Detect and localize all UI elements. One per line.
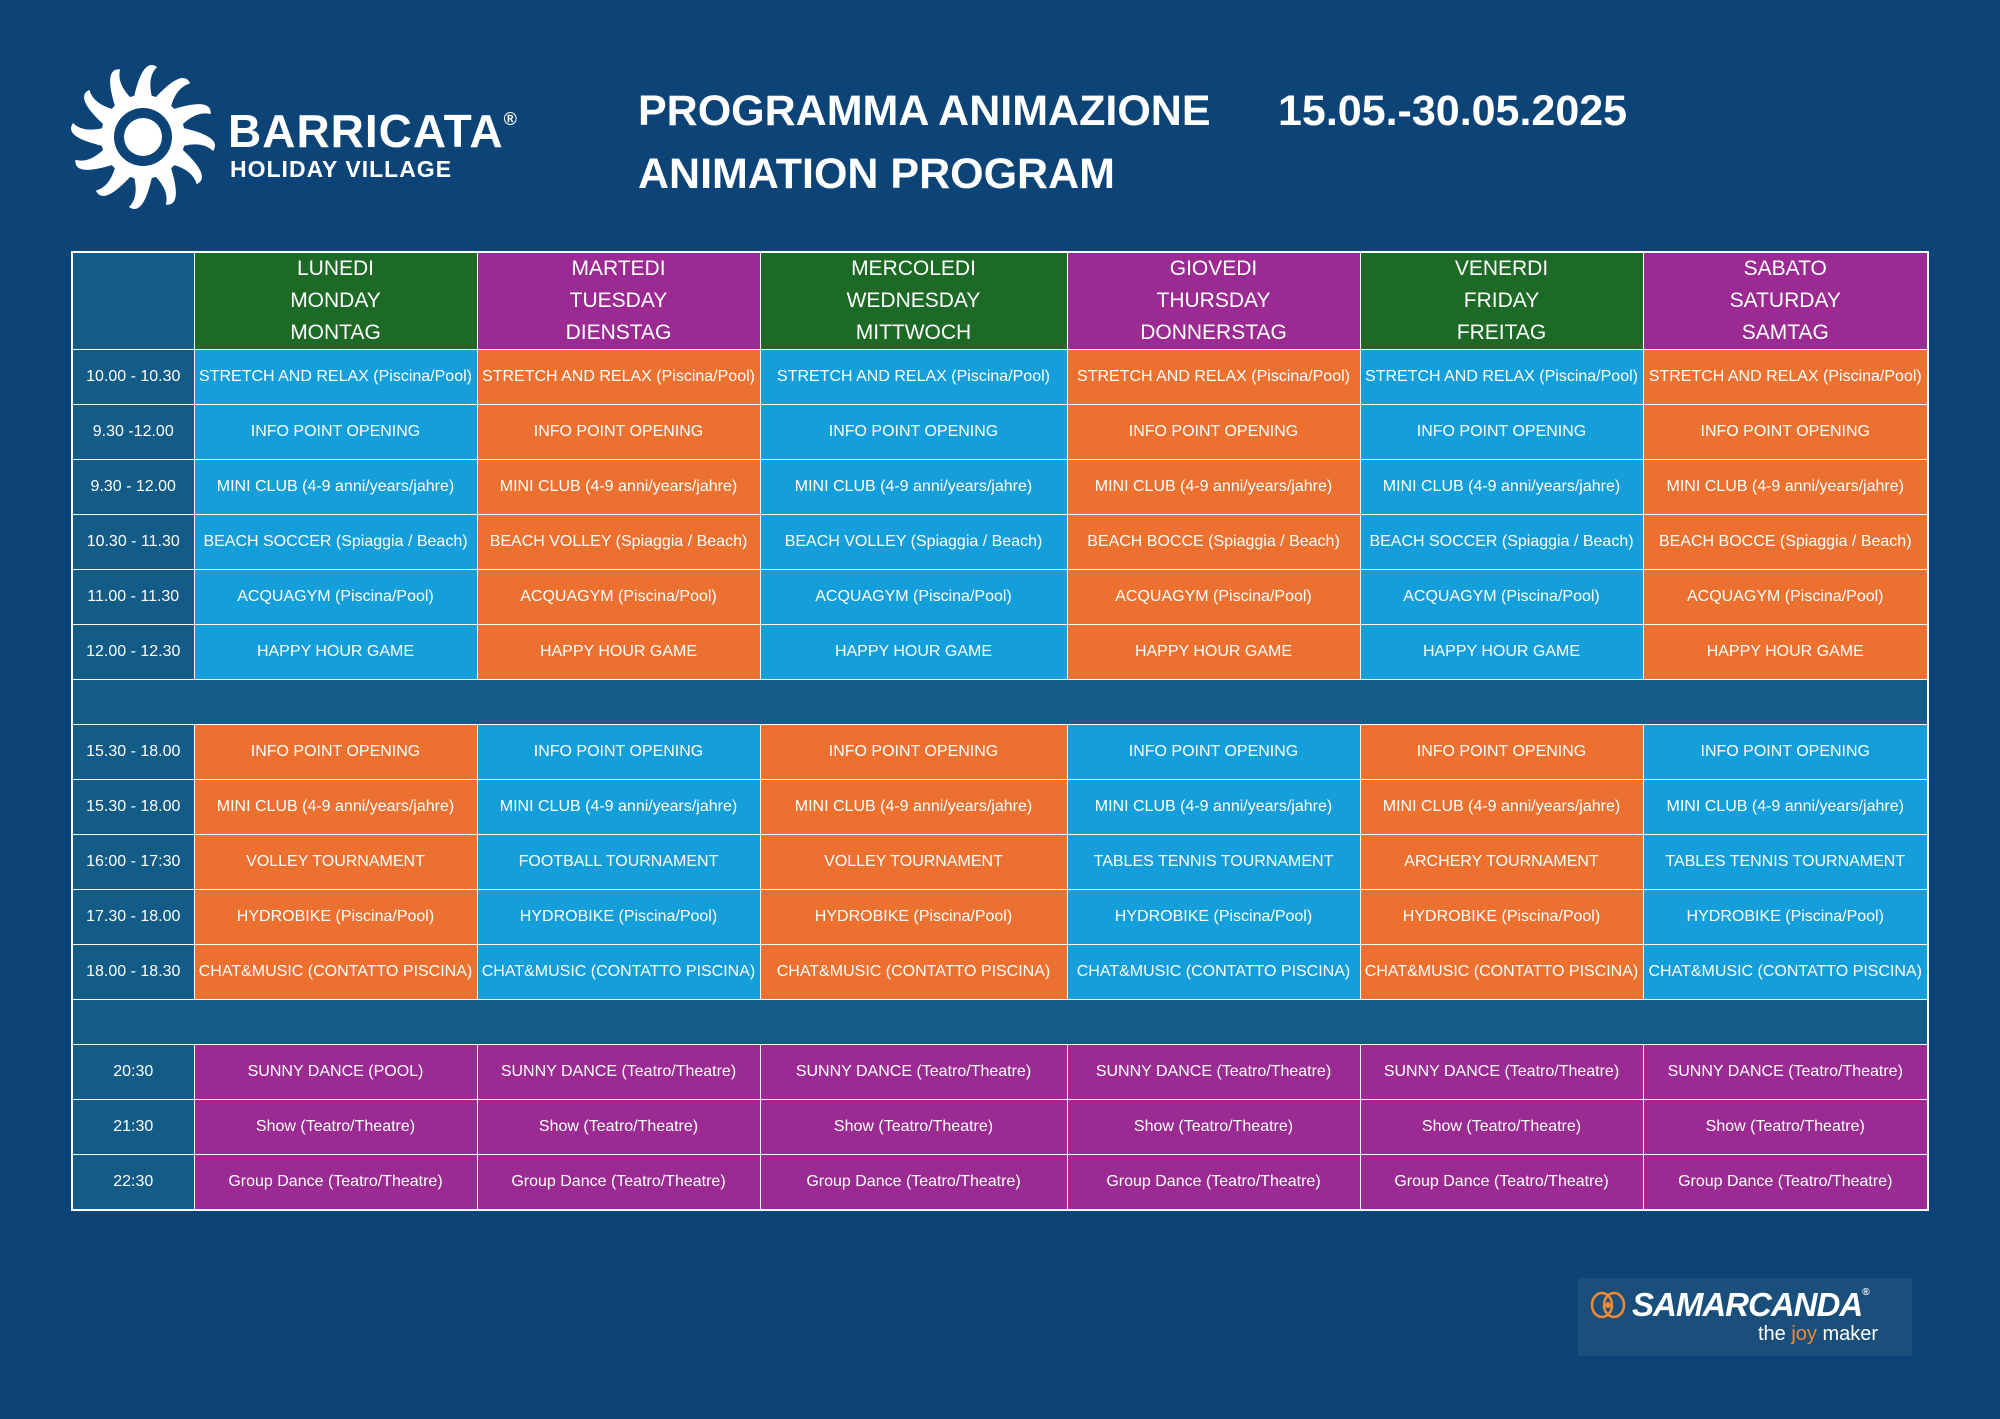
activity-cell: MINI CLUB (4-9 anni/years/jahre)	[760, 460, 1067, 515]
time-cell: 10.00 - 10.30	[72, 350, 194, 405]
page-heading	[638, 87, 1628, 198]
activity-cell: STRETCH AND RELAX (Piscina/Pool)	[477, 350, 760, 405]
activity-cell: MINI CLUB (4-9 anni/years/jahre)	[760, 780, 1067, 835]
table-row	[72, 460, 1928, 515]
day-name-de: MONTAG	[290, 321, 381, 344]
activity-cell: CHAT&MUSIC (CONTATTO PISCINA)	[1643, 945, 1928, 1000]
activity-cell: MINI CLUB (4-9 anni/years/jahre)	[1643, 460, 1928, 515]
day-name-en: FRIDAY	[1463, 289, 1540, 312]
activity-cell: HYDROBIKE (Piscina/Pool)	[1643, 890, 1928, 945]
activity-cell: Group Dance (Teatro/Theatre)	[1067, 1155, 1360, 1211]
activity-cell: MINI CLUB (4-9 anni/years/jahre)	[477, 780, 760, 835]
activity-cell: MINI CLUB (4-9 anni/years/jahre)	[477, 460, 760, 515]
brand-name: BARRICATA®	[228, 105, 518, 157]
activity-cell: SUNNY DANCE (Teatro/Theatre)	[1360, 1045, 1643, 1100]
time-cell: 15.30 - 18.00	[72, 780, 194, 835]
break-row	[72, 680, 1928, 725]
activity-cell: HYDROBIKE (Piscina/Pool)	[1360, 890, 1643, 945]
table-row	[72, 350, 1928, 405]
activity-cell: Group Dance (Teatro/Theatre)	[194, 1155, 477, 1211]
activity-cell: Show (Teatro/Theatre)	[1067, 1100, 1360, 1155]
break-row	[72, 1000, 1928, 1045]
activity-cell: HYDROBIKE (Piscina/Pool)	[477, 890, 760, 945]
day-name-en: SATURDAY	[1729, 289, 1841, 312]
activity-cell: STRETCH AND RELAX (Piscina/Pool)	[1360, 350, 1643, 405]
activity-cell: Show (Teatro/Theatre)	[194, 1100, 477, 1155]
samarcanda-wordmark: SAMARCANDA®	[1632, 1286, 1869, 1323]
activity-cell: BEACH VOLLEY (Spiaggia / Beach)	[760, 515, 1067, 570]
table-row	[72, 625, 1928, 680]
break-cell	[72, 1000, 1928, 1045]
activity-cell: STRETCH AND RELAX (Piscina/Pool)	[1643, 350, 1928, 405]
activity-cell: MINI CLUB (4-9 anni/years/jahre)	[1067, 460, 1360, 515]
samarcanda-emblem-icon	[1590, 1288, 1628, 1322]
day-name-de: FREITAG	[1456, 321, 1547, 344]
time-cell: 22:30	[72, 1155, 194, 1211]
table-row	[72, 405, 1928, 460]
activity-cell: CHAT&MUSIC (CONTATTO PISCINA)	[1067, 945, 1360, 1000]
samarcanda-tagline: the joy maker	[1758, 1323, 1879, 1345]
activity-cell: SUNNY DANCE (Teatro/Theatre)	[477, 1045, 760, 1100]
activity-cell: INFO POINT OPENING	[760, 725, 1067, 780]
activity-cell: CHAT&MUSIC (CONTATTO PISCINA)	[194, 945, 477, 1000]
day-name-en: THURSDAY	[1156, 289, 1271, 312]
activity-cell: ACQUAGYM (Piscina/Pool)	[760, 570, 1067, 625]
day-name-en: MONDAY	[290, 289, 381, 312]
activity-cell: TABLES TENNIS TOURNAMENT	[1067, 835, 1360, 890]
activity-cell: Show (Teatro/Theatre)	[1360, 1100, 1643, 1155]
activity-cell: VOLLEY TOURNAMENT	[194, 835, 477, 890]
activity-cell: BEACH SOCCER (Spiaggia / Beach)	[1360, 515, 1643, 570]
activity-cell: HAPPY HOUR GAME	[194, 625, 477, 680]
time-cell: 17.30 - 18.00	[72, 890, 194, 945]
table-row	[72, 1100, 1928, 1155]
day-header-saturday	[1643, 252, 1928, 350]
activity-cell: MINI CLUB (4-9 anni/years/jahre)	[194, 780, 477, 835]
activity-cell: CHAT&MUSIC (CONTATTO PISCINA)	[1360, 945, 1643, 1000]
activity-cell: BEACH BOCCE (Spiaggia / Beach)	[1067, 515, 1360, 570]
table-row	[72, 1155, 1928, 1211]
activity-cell: SUNNY DANCE (Teatro/Theatre)	[1643, 1045, 1928, 1100]
time-cell: 10.30 - 11.30	[72, 515, 194, 570]
activity-cell: INFO POINT OPENING	[1360, 725, 1643, 780]
time-cell: 15.30 - 18.00	[72, 725, 194, 780]
activity-cell: Group Dance (Teatro/Theatre)	[477, 1155, 760, 1211]
activity-cell: CHAT&MUSIC (CONTATTO PISCINA)	[477, 945, 760, 1000]
time-cell: 20:30	[72, 1045, 194, 1100]
activity-cell: SUNNY DANCE (POOL)	[194, 1045, 477, 1100]
activity-cell: HYDROBIKE (Piscina/Pool)	[194, 890, 477, 945]
activity-cell: HYDROBIKE (Piscina/Pool)	[1067, 890, 1360, 945]
activity-cell: INFO POINT OPENING	[1643, 725, 1928, 780]
day-name-it: LUNEDI	[296, 257, 375, 280]
day-name-de: MITTWOCH	[855, 321, 972, 344]
activity-cell: HAPPY HOUR GAME	[477, 625, 760, 680]
activity-cell: MINI CLUB (4-9 anni/years/jahre)	[1067, 780, 1360, 835]
time-cell: 18.00 - 18.30	[72, 945, 194, 1000]
activity-cell: HYDROBIKE (Piscina/Pool)	[760, 890, 1067, 945]
activity-cell: STRETCH AND RELAX (Piscina/Pool)	[760, 350, 1067, 405]
activity-cell: SUNNY DANCE (Teatro/Theatre)	[760, 1045, 1067, 1100]
activity-cell: ACQUAGYM (Piscina/Pool)	[194, 570, 477, 625]
activity-cell: Show (Teatro/Theatre)	[1643, 1100, 1928, 1155]
activity-cell: Group Dance (Teatro/Theatre)	[1643, 1155, 1928, 1211]
day-name-en: TUESDAY	[569, 289, 668, 312]
activity-cell: INFO POINT OPENING	[760, 405, 1067, 460]
activity-cell: SUNNY DANCE (Teatro/Theatre)	[1067, 1045, 1360, 1100]
activity-cell: HAPPY HOUR GAME	[1360, 625, 1643, 680]
time-cell: 9.30 - 12.00	[72, 460, 194, 515]
table-row	[72, 890, 1928, 945]
activity-cell: ACQUAGYM (Piscina/Pool)	[1067, 570, 1360, 625]
activity-cell: MINI CLUB (4-9 anni/years/jahre)	[1360, 460, 1643, 515]
activity-cell: HAPPY HOUR GAME	[760, 625, 1067, 680]
activity-cell: MINI CLUB (4-9 anni/years/jahre)	[1360, 780, 1643, 835]
activity-cell: INFO POINT OPENING	[477, 725, 760, 780]
time-cell: 12.00 - 12.30	[72, 625, 194, 680]
activity-cell: VOLLEY TOURNAMENT	[760, 835, 1067, 890]
table-row	[72, 835, 1928, 890]
day-header-monday	[194, 252, 477, 350]
day-header-row	[72, 252, 1928, 350]
activity-cell: BEACH VOLLEY (Spiaggia / Beach)	[477, 515, 760, 570]
day-name-de: SAMTAG	[1741, 321, 1829, 344]
day-header-thursday	[1067, 252, 1360, 350]
day-name-it: SABATO	[1743, 257, 1827, 280]
samarcanda-logo	[1578, 1278, 1912, 1356]
sun-logo-icon	[68, 62, 218, 212]
day-header-tuesday	[477, 252, 760, 350]
day-header-friday	[1360, 252, 1643, 350]
activity-cell: Show (Teatro/Theatre)	[760, 1100, 1067, 1155]
time-cell: 9.30 -12.00	[72, 405, 194, 460]
activity-cell: MINI CLUB (4-9 anni/years/jahre)	[194, 460, 477, 515]
activity-cell: CHAT&MUSIC (CONTATTO PISCINA)	[760, 945, 1067, 1000]
break-cell	[72, 680, 1928, 725]
day-name-it: MERCOLEDI	[851, 257, 976, 280]
activity-cell: INFO POINT OPENING	[1360, 405, 1643, 460]
activity-cell: INFO POINT OPENING	[477, 405, 760, 460]
activity-cell: INFO POINT OPENING	[1067, 725, 1360, 780]
title-italian: PROGRAMMA ANIMAZIONE	[638, 87, 1211, 135]
day-header-wednesday	[760, 252, 1067, 350]
activity-cell: Group Dance (Teatro/Theatre)	[760, 1155, 1067, 1211]
activity-cell: TABLES TENNIS TOURNAMENT	[1643, 835, 1928, 890]
activity-cell: ARCHERY TOURNAMENT	[1360, 835, 1643, 890]
time-cell: 21:30	[72, 1100, 194, 1155]
table-row	[72, 570, 1928, 625]
table-row	[72, 515, 1928, 570]
time-cell: 11.00 - 11.30	[72, 570, 194, 625]
day-name-it: MARTEDI	[571, 257, 666, 280]
day-name-de: DIENSTAG	[565, 321, 672, 344]
activity-cell: ACQUAGYM (Piscina/Pool)	[477, 570, 760, 625]
barricata-logo	[68, 62, 528, 212]
activity-cell: INFO POINT OPENING	[1643, 405, 1928, 460]
activity-cell: HAPPY HOUR GAME	[1067, 625, 1360, 680]
day-name-it: VENERDI	[1454, 257, 1549, 280]
animation-schedule-table	[71, 251, 1929, 1211]
activity-cell: ACQUAGYM (Piscina/Pool)	[1360, 570, 1643, 625]
table-row	[72, 780, 1928, 835]
time-cell: 16:00 - 17:30	[72, 835, 194, 890]
brand-subtitle: HOLIDAY VILLAGE	[230, 156, 453, 182]
activity-cell: FOOTBALL TOURNAMENT	[477, 835, 760, 890]
table-row	[72, 1045, 1928, 1100]
activity-cell: BEACH BOCCE (Spiaggia / Beach)	[1643, 515, 1928, 570]
activity-cell: HAPPY HOUR GAME	[1643, 625, 1928, 680]
activity-cell: STRETCH AND RELAX (Piscina/Pool)	[1067, 350, 1360, 405]
corner-cell	[72, 252, 194, 350]
activity-cell: ACQUAGYM (Piscina/Pool)	[1643, 570, 1928, 625]
table-row	[72, 725, 1928, 780]
day-name-de: DONNERSTAG	[1140, 321, 1287, 344]
activity-cell: MINI CLUB (4-9 anni/years/jahre)	[1643, 780, 1928, 835]
activity-cell: STRETCH AND RELAX (Piscina/Pool)	[194, 350, 477, 405]
activity-cell: INFO POINT OPENING	[194, 405, 477, 460]
activity-cell: Group Dance (Teatro/Theatre)	[1360, 1155, 1643, 1211]
activity-cell: BEACH SOCCER (Spiaggia / Beach)	[194, 515, 477, 570]
title-english: ANIMATION PROGRAM	[638, 150, 1115, 198]
table-row	[72, 945, 1928, 1000]
activity-cell: INFO POINT OPENING	[194, 725, 477, 780]
day-name-en: WEDNESDAY	[846, 289, 981, 312]
activity-cell: INFO POINT OPENING	[1067, 405, 1360, 460]
activity-cell: Show (Teatro/Theatre)	[477, 1100, 760, 1155]
date-range: 15.05.-30.05.2025	[1278, 87, 1628, 135]
day-name-it: GIOVEDI	[1169, 257, 1258, 280]
